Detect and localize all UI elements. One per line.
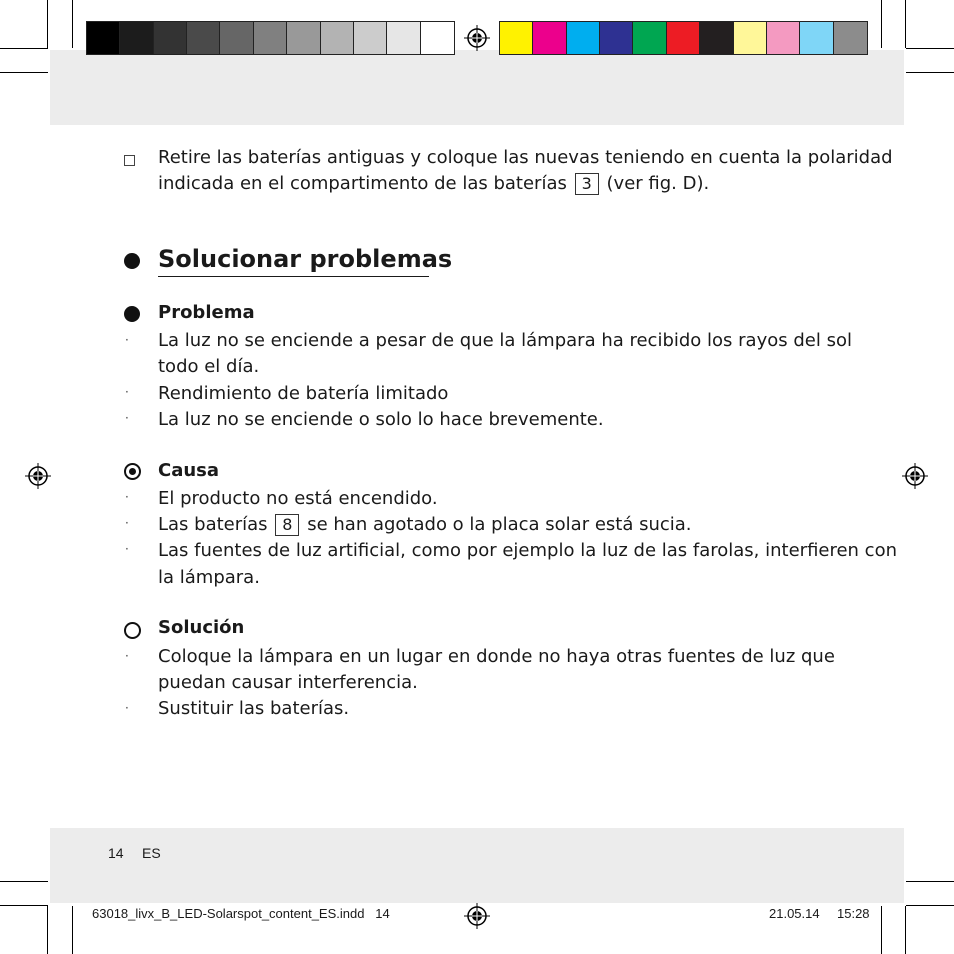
causa-item-3-cont: la lámpara. <box>158 567 260 588</box>
list-dot: · <box>125 516 129 530</box>
slug-time: 15:28 <box>837 906 870 921</box>
page-number: 14 <box>108 845 124 861</box>
color-swatch <box>387 22 420 54</box>
causa-bullet-center-icon <box>129 468 136 475</box>
intro-line-2-text: indicada en el compartimento de las baterías <box>158 173 567 194</box>
crop-mark <box>72 906 73 954</box>
color-swatch <box>800 22 833 54</box>
causa-item-2 <box>158 512 692 538</box>
crop-mark <box>0 905 48 906</box>
list-dot: · <box>125 649 129 663</box>
crop-mark <box>47 906 48 954</box>
battery-compartment-ref: 3 <box>575 173 599 195</box>
causa-item-2-suffix: se han agotado o la placa solar está sucia. <box>307 514 692 535</box>
registration-mark-icon <box>464 903 490 929</box>
section-bullet-icon <box>124 253 140 269</box>
crop-mark <box>0 881 48 882</box>
causa-item-1: El producto no está encendido. <box>158 488 438 509</box>
color-swatch <box>220 22 253 54</box>
registration-mark-icon <box>464 25 490 51</box>
problema-item-1-cont: todo el día. <box>158 356 260 377</box>
crop-mark <box>0 72 48 73</box>
intro-line-2-suffix: (ver fig. D). <box>606 173 710 194</box>
checkbox-bullet-icon <box>124 155 135 166</box>
language-code: ES <box>142 845 161 861</box>
color-swatch <box>321 22 354 54</box>
list-dot: · <box>125 701 129 715</box>
crop-mark <box>72 0 73 48</box>
crop-mark <box>881 0 882 48</box>
top-band <box>50 50 904 125</box>
color-swatch <box>154 22 187 54</box>
list-dot: · <box>125 333 129 347</box>
list-dot: · <box>125 490 129 504</box>
color-swatch <box>354 22 387 54</box>
bottom-band <box>50 828 904 903</box>
color-swatch <box>120 22 153 54</box>
solucion-title: Solución <box>158 617 245 638</box>
solucion-item-1-cont: puedan causar interferencia. <box>158 672 418 693</box>
causa-title: Causa <box>158 460 220 481</box>
causa-item-2-text: Las baterías <box>158 514 268 535</box>
color-swatch <box>500 22 533 54</box>
registration-mark-icon <box>902 463 928 489</box>
color-swatch <box>667 22 700 54</box>
problema-title: Problema <box>158 302 255 323</box>
crop-mark <box>906 72 954 73</box>
color-swatch <box>287 22 320 54</box>
color-swatch <box>700 22 733 54</box>
batteries-ref: 8 <box>275 514 299 536</box>
section-title: Solucionar problemas <box>158 245 453 273</box>
problema-item-2: Rendimiento de batería limitado <box>158 383 449 404</box>
crop-mark <box>881 906 882 954</box>
crop-mark <box>906 881 954 882</box>
crop-mark <box>47 0 48 48</box>
problema-bullet-icon <box>124 306 140 322</box>
intro-line-1: Retire las baterías antiguas y coloque las nuevas teniendo en cuenta la polaridad <box>158 147 893 168</box>
problema-item-1: La luz no se enciende a pesar de que la lámpara ha recibido los rayos del sol <box>158 330 852 351</box>
color-swatch <box>600 22 633 54</box>
crop-mark <box>905 906 906 954</box>
problema-item-3: La luz no se enciende o solo lo hace brevemente. <box>158 409 604 430</box>
intro-line-2 <box>158 171 709 197</box>
list-dot: · <box>125 542 129 556</box>
color-swatch <box>254 22 287 54</box>
color-swatch <box>421 22 454 54</box>
crop-mark <box>0 48 48 49</box>
list-dot: · <box>125 385 129 399</box>
color-swatch <box>533 22 566 54</box>
solucion-bullet-icon <box>124 622 141 639</box>
grayscale-color-bar <box>86 21 455 55</box>
color-swatch <box>87 22 120 54</box>
registration-mark-icon <box>25 463 51 489</box>
color-swatch <box>567 22 600 54</box>
process-color-bar <box>499 21 868 55</box>
color-swatch <box>633 22 666 54</box>
section-title-underline <box>158 276 429 277</box>
list-dot: · <box>125 411 129 425</box>
slug-date: 21.05.14 <box>769 906 820 921</box>
crop-mark <box>905 0 906 48</box>
color-swatch <box>187 22 220 54</box>
causa-item-3: Las fuentes de luz artificial, como por ejemplo la luz de las farolas, interfieren con <box>158 540 898 561</box>
solucion-item-2: Sustituir las baterías. <box>158 698 350 719</box>
color-swatch <box>734 22 767 54</box>
color-swatch <box>834 22 867 54</box>
solucion-item-1: Coloque la lámpara en un lugar en donde no haya otras fuentes de luz que <box>158 646 835 667</box>
slug-filename: 63018_livx_B_LED-Solarspot_content_ES.indd 14 <box>92 906 390 921</box>
crop-mark <box>906 905 954 906</box>
color-swatch <box>767 22 800 54</box>
crop-mark <box>906 48 954 49</box>
